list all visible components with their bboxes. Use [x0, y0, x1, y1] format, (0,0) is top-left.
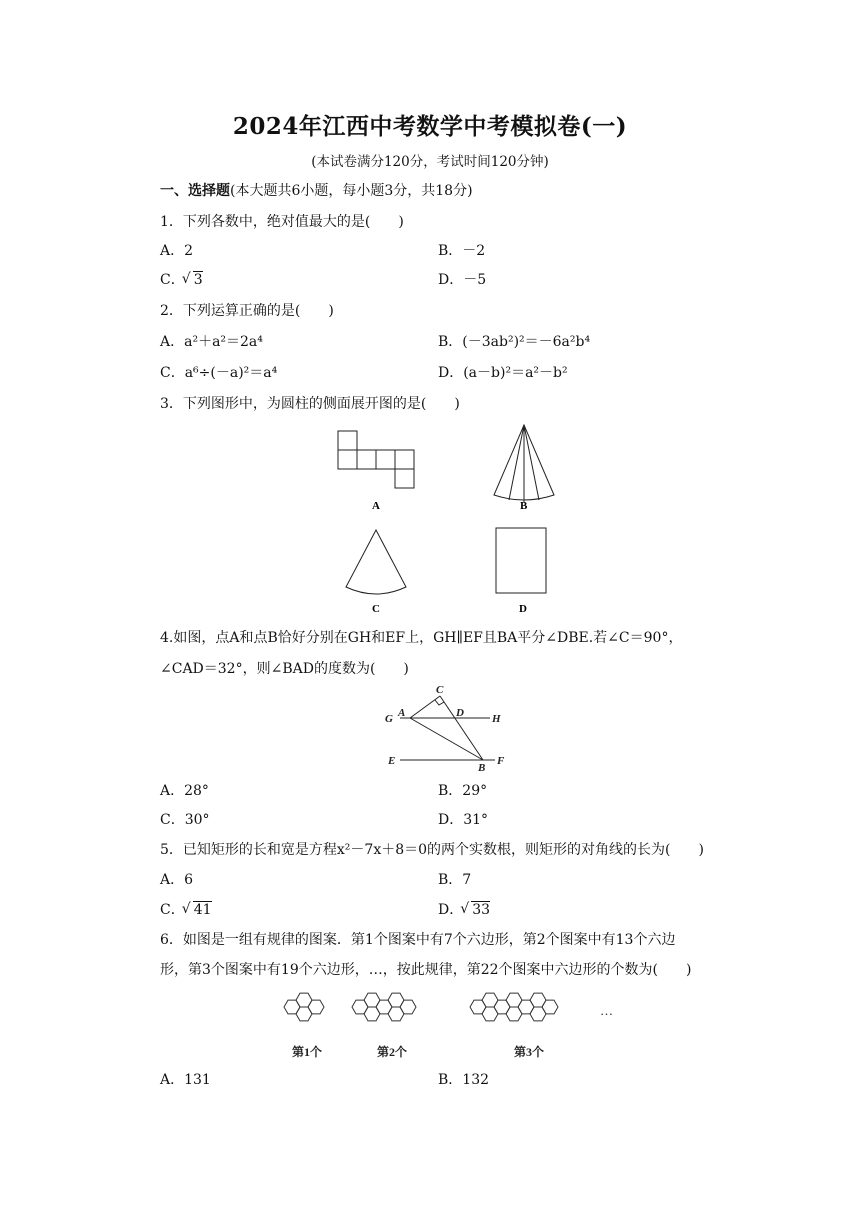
q4-option-c: C．30° [160, 812, 210, 828]
page-subtitle: (本试卷满分120分，考试时间120分钟) [311, 154, 549, 170]
page-title: 2024年江西中考数学中考模拟卷(一) [232, 113, 628, 140]
hexagon-group [284, 993, 558, 1021]
sqrt-radical [185, 271, 203, 289]
q3-figure-b-strips [494, 425, 554, 502]
q5-option-d-prefix: D． [438, 902, 464, 918]
hexagon [400, 1000, 416, 1014]
q6-stem-line1: 6．如图是一组有规律的图案．第1个图案中有7个六边形，第2个图案中有13个六边 [160, 932, 676, 948]
pattern-label-3: 第3个 [514, 1045, 545, 1059]
q5-stem: 5．已知矩形的长和宽是方程x²－7x＋8＝0的两个实数根，则矩形的对角线的长为( ) [160, 842, 704, 858]
q6-option-b: B．132 [438, 1072, 490, 1088]
q6-option-a: A．131 [160, 1072, 211, 1088]
section-head: 一、选择题 [160, 183, 230, 199]
q5-option-c [160, 901, 212, 919]
q4-stem-line1: 4.如图，点A和点B恰好分别在GH和EF上，GH∥EF且BA平分∠DBE.若∠C＝90°， [160, 630, 683, 646]
segment-cb [440, 696, 483, 760]
q4-geometry-figure [380, 680, 520, 775]
q3-figure-c-sector [346, 530, 406, 594]
point-h: H [492, 713, 501, 725]
q3-figures [320, 420, 580, 620]
q1-option-c [160, 271, 203, 289]
section-note: (本大题共6小题，每小题3分，共18分) [230, 183, 473, 199]
q4-option-a: A．28° [160, 783, 209, 799]
q1-option-a: A．2 [160, 243, 194, 259]
segment-ac [410, 696, 440, 718]
point-e: E [388, 755, 396, 767]
pattern-label-2: 第2个 [377, 1045, 408, 1059]
q3-label-b: B [520, 500, 528, 512]
q3-figure-a-net [338, 431, 414, 488]
q3-label-d: D [519, 603, 527, 615]
q5-option-b: B．7 [438, 872, 472, 888]
point-a: A [398, 707, 406, 719]
q6-stem-line2: 形，第3个图案中有19个六边形，…，按此规律，第22个图案中六边形的个数为( ) [160, 962, 692, 978]
point-g: G [385, 713, 393, 725]
q1-option-c-radicand: 3 [193, 272, 203, 288]
q5-option-d [438, 901, 490, 919]
q4-stem-line2: ∠CAD＝32°，则∠BAD的度数为( ) [160, 661, 409, 677]
segment-ab [410, 718, 483, 760]
q3-label-a: A [372, 500, 380, 512]
section-heading [160, 182, 473, 200]
q6-hexagon-patterns [270, 985, 630, 1065]
q5-option-c-prefix: C． [160, 902, 185, 918]
q5-option-a: A．6 [160, 872, 194, 888]
q1-option-d: D．－5 [438, 272, 487, 288]
q4-option-d: D．31° [438, 812, 489, 828]
point-f: F [497, 755, 505, 767]
q3-figure-d-rectangle [496, 528, 546, 593]
hexagon [308, 1000, 324, 1014]
q3-stem: 3．下列图形中，为圆柱的侧面展开图的是( ) [160, 396, 460, 412]
sqrt-radical [463, 901, 490, 919]
point-c: C [436, 684, 444, 696]
q2-option-d: D．(a－b)²＝a²－b² [438, 365, 568, 381]
q2-option-c: C．a⁶÷(－a)²＝a⁴ [160, 365, 278, 381]
q3-label-c: C [372, 603, 380, 615]
pattern-label-1: 第1个 [292, 1045, 323, 1059]
point-b: B [478, 762, 486, 774]
q1-option-b: B．－2 [438, 243, 486, 259]
sqrt-radical [185, 901, 212, 919]
q2-stem: 2．下列运算正确的是( ) [160, 303, 334, 319]
pattern-ellipsis: … [600, 1003, 613, 1018]
q2-option-a: A．a²＋a²＝2a⁴ [160, 334, 263, 350]
q1-option-c-prefix: C． [160, 272, 185, 288]
q1-stem: 1．下列各数中，绝对值最大的是( ) [160, 214, 404, 230]
q5-option-c-radicand: 41 [193, 902, 212, 918]
point-d: D [456, 707, 464, 719]
q4-option-b: B．29° [438, 783, 488, 799]
q5-option-d-radicand: 33 [472, 902, 491, 918]
q2-option-b: B．(－3ab²)²＝－6a²b⁴ [438, 334, 591, 350]
hexagon [542, 1000, 558, 1014]
